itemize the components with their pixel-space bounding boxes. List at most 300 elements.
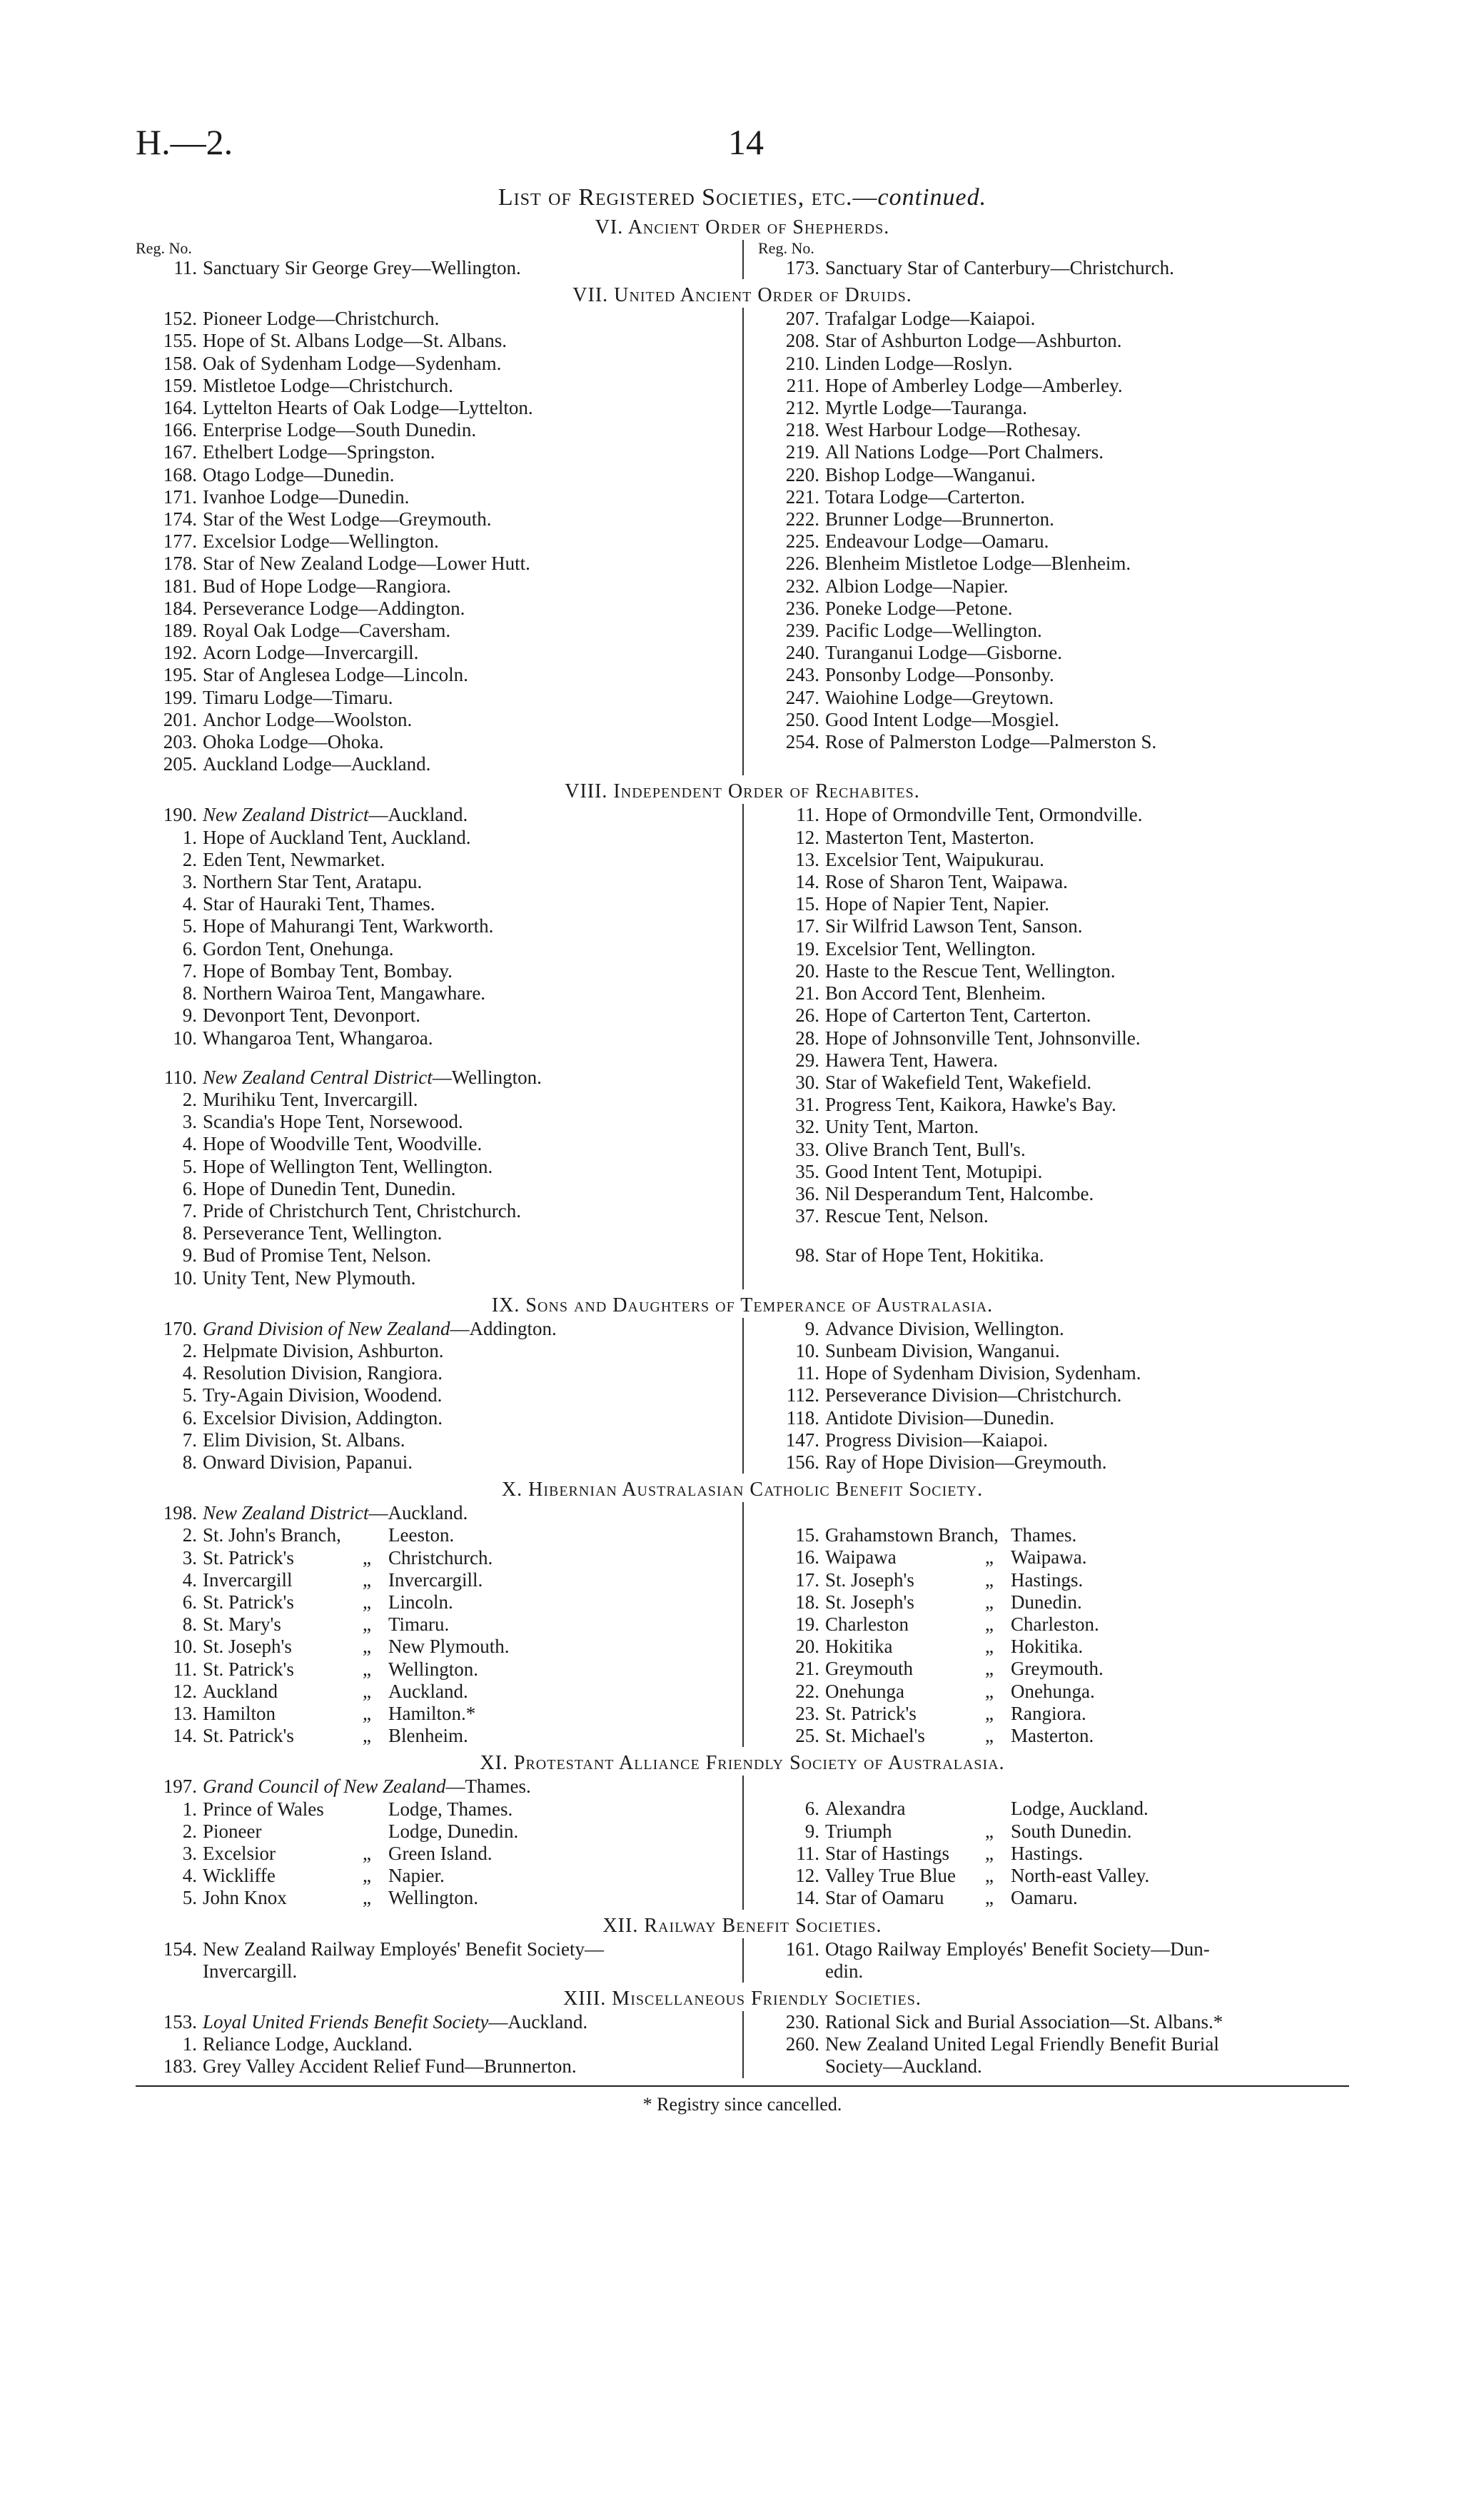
reg-number: 7. [182, 960, 197, 982]
table-row [758, 1798, 1349, 1820]
list-item [136, 1267, 735, 1289]
list-item [136, 1776, 735, 1798]
list-item [758, 1161, 1349, 1183]
reg-number: 15. [795, 1524, 819, 1546]
reg-number: 219. [785, 441, 819, 463]
entry-text [825, 827, 1349, 849]
group-name: New Zealand Central District [203, 1066, 433, 1088]
reg-number: 3. [182, 871, 197, 893]
entry-label: West Harbour Lodge—Rothesay. [825, 419, 1081, 441]
reg-number: 232. [785, 575, 819, 597]
reg-number: 254. [785, 731, 819, 753]
reg-number: 7. [182, 1429, 197, 1451]
reg-number: 18. [795, 1591, 819, 1613]
section-heading: XIII. Miscellaneous Friendly Societies. [563, 1988, 922, 2010]
branch-place: North-east Valley. [1011, 1865, 1150, 1886]
branch-place: Hastings. [1011, 1568, 1084, 1591]
list-item [758, 1384, 1349, 1406]
list-item [136, 441, 735, 463]
table-row [758, 1524, 1349, 1546]
reg-number: 5. [182, 1887, 197, 1909]
list-item [136, 397, 735, 419]
entry-label: Albion Lodge—Napier. [825, 575, 1009, 597]
entry-text [203, 1004, 735, 1027]
entry-label: Helpmate Division, Ashburton. [203, 1339, 444, 1361]
entry-text [203, 1178, 735, 1200]
list-item [758, 1094, 1349, 1116]
entry-text [825, 1027, 1349, 1049]
branch-place: Napier. [388, 1865, 445, 1887]
section-columns [136, 240, 1349, 279]
reg-number: 225. [785, 530, 819, 553]
ditto-mark: „ [985, 1591, 994, 1613]
document-reference: H.—2. [136, 122, 233, 162]
reg-number: 174. [163, 508, 197, 530]
left-column [136, 2011, 742, 2078]
right-column [742, 2011, 1349, 2078]
entry-text [825, 1938, 1349, 1983]
reg-number: 9. [804, 1317, 819, 1339]
entry-text [203, 620, 735, 642]
entry-text [825, 375, 1349, 397]
list-item [136, 1178, 735, 1200]
list-item [758, 1362, 1349, 1384]
reg-number: 167. [163, 441, 197, 463]
reg-number: 14. [795, 871, 819, 893]
entry-text [825, 871, 1349, 893]
list-item [136, 530, 735, 553]
reg-number: 14. [795, 1887, 819, 1909]
list-item [758, 687, 1349, 709]
left-column [136, 804, 742, 1289]
reg-number: 10. [173, 1636, 197, 1658]
section-heading: XI. Protestant Alliance Friendly Society of Australasia. [480, 1752, 1005, 1775]
branch-place: Dunedin. [1011, 1591, 1082, 1613]
reg-number: 13. [795, 848, 819, 870]
entry-label: Haste to the Rescue Tent, Wellington. [825, 960, 1116, 982]
branch-name: St. Patrick's [825, 1702, 917, 1724]
list-item [136, 1502, 735, 1524]
entry-label: Try-Again Division, Woodend. [203, 1384, 443, 1406]
list-item [758, 938, 1349, 960]
table-row [758, 1703, 1349, 1725]
ditto-mark: „ [363, 1843, 371, 1864]
entry-text [203, 982, 735, 1004]
reg-number: 239. [785, 620, 819, 642]
ditto-mark: „ [985, 1842, 994, 1864]
entry-label: Star of Ashburton Lodge—Ashburton. [825, 330, 1122, 352]
list-item [136, 871, 735, 893]
page-header [136, 114, 1349, 171]
branch-name: St. John's Branch, [203, 1524, 341, 1546]
footnote: * Registry since cancelled. [642, 2093, 842, 2115]
spacer [758, 1776, 1349, 1798]
list-item [758, 915, 1349, 937]
list-item [758, 2011, 1349, 2033]
table-row [758, 1546, 1349, 1568]
reg-number: 156. [785, 1451, 819, 1473]
reg-number: 12. [795, 1865, 819, 1886]
reg-number: 1. [182, 1798, 197, 1820]
entry-text [203, 893, 735, 915]
entry-label: Hope of Ormondville Tent, Ormondville. [825, 804, 1143, 826]
section-columns [136, 308, 1349, 775]
entry-text [825, 849, 1349, 871]
list-item [136, 1222, 735, 1244]
entry-label: Northern Star Tent, Aratapu. [203, 871, 423, 893]
entry-text [203, 575, 735, 598]
section-columns [136, 1502, 1349, 1747]
list-item [758, 397, 1349, 419]
ditto-mark [345, 1524, 388, 1546]
reg-number: 207. [785, 308, 819, 330]
ditto-mark: „ [985, 1865, 994, 1886]
list-item [758, 2033, 1349, 2078]
group-name: New Zealand District [203, 1502, 369, 1524]
reg-number: 21. [795, 1658, 819, 1680]
list-item [136, 620, 735, 642]
reg-number: 32. [795, 1116, 819, 1138]
entry-label: Endeavour Lodge—Oamaru. [825, 530, 1049, 553]
entry-text [825, 1384, 1349, 1406]
entry-label: Pioneer Lodge—Christchurch. [203, 308, 440, 330]
list-item [758, 1183, 1349, 1205]
reg-number: 190. [163, 804, 197, 826]
table-row [758, 1865, 1349, 1887]
entry-label: Whangaroa Tent, Whangaroa. [203, 1027, 433, 1049]
reg-number: 4. [182, 1865, 197, 1887]
table-row [136, 1591, 735, 1613]
list-item [758, 598, 1349, 620]
list-item [758, 1407, 1349, 1429]
entry-text [825, 330, 1349, 352]
reg-number: 166. [163, 419, 197, 441]
section-heading: X. Hibernian Australasian Catholic Benefit Society. [501, 1479, 984, 1501]
entry-text [203, 2055, 735, 2078]
list-item [136, 664, 735, 686]
entry-text [203, 1067, 735, 1089]
entry-label: Hope of Dunedin Tent, Dunedin. [203, 1177, 456, 1199]
section-columns [136, 2011, 1349, 2078]
table-row [136, 1703, 735, 1725]
entry-text [203, 330, 735, 352]
reg-number: 112. [786, 1384, 819, 1406]
right-column [742, 1776, 1349, 1909]
reg-number: 15. [795, 893, 819, 915]
branch-name: St. Patrick's [203, 1546, 294, 1568]
entry-text [825, 598, 1349, 620]
entry-text [203, 1451, 735, 1474]
entry-label: Waiohine Lodge—Greytown. [825, 686, 1054, 708]
branch-place: Lodge, Dunedin. [388, 1820, 519, 1842]
branch-name: Invercargill [203, 1568, 293, 1591]
list-item [136, 1089, 735, 1111]
reg-number: 28. [795, 1027, 819, 1049]
left-column [136, 240, 742, 279]
entry-text [825, 1362, 1349, 1384]
entry-text [825, 1244, 1349, 1266]
entry-label: Star of Hope Tent, Hokitika. [825, 1244, 1044, 1266]
entry-label: Turanganui Lodge—Gisborne. [825, 642, 1062, 664]
reg-number: 2. [182, 1820, 197, 1842]
entry-label: Bud of Promise Tent, Nelson. [203, 1244, 432, 1266]
reg-number: 4. [182, 1568, 197, 1591]
entry-label: Elim Division, St. Albans. [203, 1429, 405, 1451]
table-row [758, 1843, 1349, 1865]
entry-label: Eden Tent, Newmarket. [203, 848, 385, 870]
table-row [758, 1613, 1349, 1636]
entry-text [825, 938, 1349, 960]
entry-label: Otago Lodge—Dunedin. [203, 463, 395, 485]
ditto-mark: „ [363, 1887, 371, 1909]
entry-label: Excelsior Tent, Waipukurau. [825, 848, 1044, 870]
table-row [136, 1725, 735, 1747]
entry-text [825, 960, 1349, 982]
entry-text [203, 1244, 735, 1266]
section-heading: XII. Railway Benefit Societies. [602, 1914, 882, 1937]
reg-number: 30. [795, 1071, 819, 1093]
branch-name: Pioneer [203, 1820, 262, 1842]
reg-number: 2. [182, 1088, 197, 1110]
entry-label-continued: Invercargill. [203, 1960, 298, 1982]
group-name: Grand Division of New Zealand [203, 1317, 450, 1339]
entry-label: Grey Valley Accident Relief Fund—Brunnerton. [203, 2055, 577, 2078]
reg-number: 8. [182, 1222, 197, 1244]
list-item [136, 938, 735, 960]
entry-text [203, 1156, 735, 1178]
list-item [758, 308, 1349, 330]
entry-label: Hope of Auckland Tent, Auckland. [203, 826, 471, 848]
list-item [758, 1451, 1349, 1474]
ditto-mark: „ [985, 1724, 994, 1746]
entry-text [825, 731, 1349, 753]
entry-label: —Auckland. [368, 1502, 468, 1524]
list-item [758, 982, 1349, 1004]
left-column [136, 1318, 742, 1474]
list-item [136, 419, 735, 441]
branch-name: John Knox [203, 1887, 287, 1909]
ditto-mark: „ [985, 1613, 994, 1635]
list-item [758, 731, 1349, 753]
entry-text [825, 642, 1349, 664]
branch-place: Waipawa. [1011, 1546, 1087, 1568]
reg-number: 11. [173, 257, 197, 278]
right-column [742, 804, 1349, 1289]
entry-label: Ray of Hope Division—Greymouth. [825, 1451, 1107, 1473]
reg-number: 177. [163, 530, 197, 553]
entry-label: Excelsior Tent, Wellington. [825, 937, 1036, 960]
entry-text [825, 804, 1349, 826]
list-item [758, 375, 1349, 397]
entry-label: Excelsior Lodge—Wellington. [203, 530, 439, 553]
entry-label: —Addington. [450, 1317, 557, 1339]
ditto-mark: „ [363, 1658, 371, 1680]
spacer [136, 1049, 735, 1067]
entry-text [825, 1340, 1349, 1362]
table-row [758, 1725, 1349, 1747]
list-item [758, 620, 1349, 642]
branch-name: Star of Hastings [825, 1842, 949, 1864]
branch-place: Invercargill. [388, 1568, 483, 1591]
branch-name: Charleston [825, 1613, 909, 1635]
list-item [758, 1072, 1349, 1094]
reg-number: 14. [173, 1725, 197, 1747]
left-column [136, 1938, 742, 1983]
reg-number: 183. [163, 2055, 197, 2078]
entry-label: Star of New Zealand Lodge—Lower Hutt. [203, 553, 530, 575]
entry-label: Timaru Lodge—Timaru. [203, 686, 393, 708]
entry-text [203, 464, 735, 486]
section-heading: IX. Sons and Daughters of Temperance of Australasia. [491, 1294, 994, 1316]
list-item [758, 530, 1349, 553]
branch-place: South Dunedin. [1011, 1820, 1132, 1842]
entry-label: Royal Oak Lodge—Caversham. [203, 620, 451, 642]
list-item [758, 419, 1349, 441]
entry-text [203, 397, 735, 419]
list-item [136, 1111, 735, 1133]
entry-text [203, 1362, 735, 1384]
entry-text [825, 308, 1349, 330]
entry-text [203, 1089, 735, 1111]
branch-place: Hastings. [1011, 1842, 1084, 1864]
entry-text [203, 1267, 735, 1289]
branch-name: St. Patrick's [203, 1725, 294, 1747]
entry-text [825, 553, 1349, 575]
entry-label: Blenheim Mistletoe Lodge—Blenheim. [825, 553, 1131, 575]
section-heading: VIII. Independent Order of Rechabites. [565, 780, 920, 803]
list-item [136, 893, 735, 915]
reg-number: 21. [795, 982, 819, 1004]
branch-place: Christchurch. [388, 1546, 493, 1568]
entry-label: New Zealand Railway Employés' Benefit Society— [203, 1938, 604, 1960]
branch-name: St. Michael's [825, 1724, 925, 1746]
reg-number: 230. [785, 2011, 819, 2033]
entry-text [203, 1222, 735, 1244]
reg-number: 98. [795, 1244, 819, 1266]
list-item [136, 575, 735, 598]
reg-number: 36. [795, 1182, 819, 1204]
branch-name: St. Joseph's [825, 1591, 914, 1613]
entry-label: Murihiku Tent, Invercargill. [203, 1088, 418, 1110]
entry-label: Scandia's Hope Tent, Norsewood. [203, 1111, 463, 1133]
entry-text [203, 1200, 735, 1222]
reg-number: 35. [795, 1160, 819, 1182]
entry-text [203, 804, 735, 826]
entry-label: Excelsior Division, Addington. [203, 1406, 443, 1429]
reg-number: 2. [182, 1339, 197, 1361]
list-item [758, 827, 1349, 849]
reg-number: 221. [785, 485, 819, 508]
branch-name: Hokitika [825, 1636, 893, 1658]
entry-label: —Thames. [445, 1776, 531, 1798]
list-item [758, 553, 1349, 575]
entry-text [203, 530, 735, 553]
entry-label: Perseverance Division—Christchurch. [825, 1384, 1122, 1406]
table-row [136, 1681, 735, 1703]
reg-number: 17. [795, 1568, 819, 1591]
entry-text [825, 1139, 1349, 1161]
entry-label: Myrtle Lodge—Tauranga. [825, 397, 1028, 419]
entry-text [825, 530, 1349, 553]
entry-label: Hope of Sydenham Division, Sydenham. [825, 1362, 1141, 1384]
reg-number: 9. [182, 1004, 197, 1027]
reg-number: 159. [163, 374, 197, 396]
reg-number: 3. [182, 1111, 197, 1133]
entry-label: All Nations Lodge—Port Chalmers. [825, 441, 1104, 463]
list-item [136, 1156, 735, 1178]
entry-text [825, 982, 1349, 1004]
entry-label: Hope of Mahurangi Tent, Warkworth. [203, 915, 494, 937]
reg-number: 8. [182, 1613, 197, 1636]
spacer [758, 1502, 1349, 1524]
entry-text [825, 915, 1349, 937]
entry-label: Linden Lodge—Roslyn. [825, 352, 1013, 374]
entry-text [825, 2033, 1349, 2078]
entry-label: Auckland Lodge—Auckland. [203, 753, 431, 775]
list-item [136, 753, 735, 775]
branch-name: Alexandra [825, 1798, 906, 1820]
entry-label: Good Intent Tent, Motupipi. [825, 1160, 1043, 1182]
ditto-mark [968, 1798, 1011, 1820]
ditto-mark: „ [363, 1568, 371, 1591]
reg-number: 118. [786, 1406, 819, 1429]
list-item [136, 330, 735, 352]
entry-label: Hope of Amberley Lodge—Amberley. [825, 374, 1123, 396]
entry-text [825, 353, 1349, 375]
table-row [136, 1636, 735, 1658]
branch-place: Lincoln. [388, 1591, 453, 1613]
reg-number: 2. [182, 848, 197, 870]
entry-label: —Auckland. [368, 804, 468, 826]
branch-place: Lodge, Auckland. [1011, 1798, 1149, 1820]
entry-label: Onward Division, Papanui. [203, 1451, 413, 1473]
entry-label: Bishop Lodge—Wanganui. [825, 463, 1036, 485]
entry-text [203, 1384, 735, 1406]
list-item [758, 893, 1349, 915]
page-number: 14 [728, 122, 764, 162]
entry-label: Hope of Bombay Tent, Bombay. [203, 960, 453, 982]
list-item [136, 642, 735, 664]
reg-number: 29. [795, 1049, 819, 1071]
table-row [136, 1658, 735, 1681]
entry-label: Sir Wilfrid Lawson Tent, Sanson. [825, 915, 1083, 937]
entry-label: Resolution Division, Rangiora. [203, 1362, 443, 1384]
list-item [136, 1429, 735, 1451]
reg-number: 13. [173, 1702, 197, 1724]
reg-number: 250. [785, 708, 819, 730]
reg-number: 4. [182, 893, 197, 915]
list-item [758, 1049, 1349, 1072]
ditto-mark: „ [985, 1820, 994, 1842]
list-item [136, 257, 735, 279]
reg-number: 1. [182, 2033, 197, 2055]
ditto-mark [345, 1820, 388, 1843]
reg-number: 8. [182, 1451, 197, 1473]
branch-place: Oamaru. [1011, 1887, 1078, 1909]
reg-number: 6. [182, 1591, 197, 1613]
entry-label: Perseverance Lodge—Addington. [203, 597, 465, 619]
reg-number: 170. [163, 1317, 197, 1339]
table-row [136, 1524, 735, 1546]
entry-text [203, 731, 735, 753]
ditto-mark: „ [363, 1680, 371, 1702]
reg-number: 152. [163, 308, 197, 330]
sections-container [136, 216, 1349, 2078]
table-row [758, 1820, 1349, 1843]
entry-label: Hope of Woodville Tent, Woodville. [203, 1133, 483, 1155]
entry-text [825, 664, 1349, 686]
branch-place: Green Island. [388, 1843, 493, 1864]
